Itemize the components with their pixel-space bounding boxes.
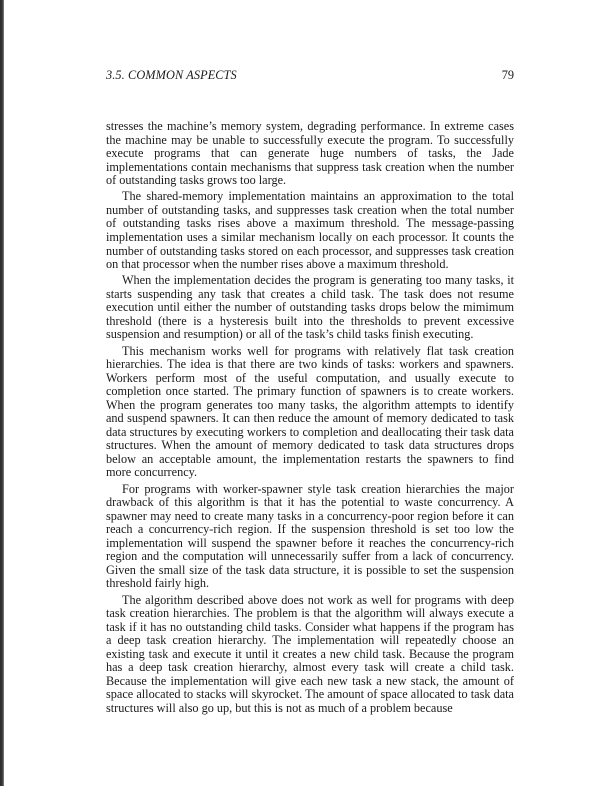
paragraph-4: This mechanism works well for programs with relatively flat task creation hierarchies. The idea is that there are two kinds of tasks: workers and spawners. Workers perform most of the useful computation, and usually execute to completion once started. The primary function of spawners is to create workers. When the program generates too many tasks, the algorithm attempts to identify and suspend spawners. It can then reduce the amount of memory dedicated to task data structures by executing workers to completion and deallocating their task data structures. When the amount of memory dedicated to task data structures drops below an acceptable amount, the implementation restarts the spawners to find more concurrency. — [106, 343, 514, 480]
running-header — [106, 67, 514, 83]
paragraph-1: stresses the machine’s memory system, degrading performance. In extreme cases the machine may be unable to successfully execute the program. To successfully execute programs that can generate huge numbers of tasks, the Jade implementations contain mechanisms that suppress task creation when the number of outstanding tasks grows too large. — [106, 119, 514, 188]
section-title: 3.5. COMMON ASPECTS — [106, 68, 237, 82]
paragraph-3: When the implementation decides the program is generating too many tasks, it starts suspending any task that creates a child task. The task does not resume execution until either the number of outstanding tasks drops below the mimimum threshold (there is a hysteresis built into the thresholds to prevent excessive suspension and resumption) or all of the task’s child tasks finish executing. — [106, 273, 514, 342]
paragraph-5: For programs with worker-spawner style task creation hierarchies the major drawback of this algorithm is that it has the potential to waste concurrency. A spawner may need to create many tasks in a concurrency-poor region before it can reach a concurrency-rich region. If the suspension threshold is set too low the implementation will suspend the spawner before it reaches the concurrency-rich region and the computation will unnecessarily suffer from a lack of concurrency. Given the small size of the task data structure, it is possible to set the suspension threshold fairly high. — [106, 481, 514, 591]
page-number: 79 — [501, 68, 514, 82]
body-text — [106, 120, 514, 718]
paragraph-6: The algorithm described above does not work as well for programs with deep task creation hierarchies. The problem is that the algorithm will always execute a task if it has no outstanding child tasks. Consider what happens if the program has a deep task creation hierarchy. The implementation will repeatedly choose an existing task and execute it until it creates a new child task. Because the program has a deep task creation hierarchy, almost every task will create a child task. Because the implementation will give each new task a new stack, the amount of space allocated to stacks will skyrocket. The amount of space allocated to task data structures will also go up, but this is not as much of a problem because — [106, 592, 514, 715]
scan-edge-shadow — [0, 0, 4, 786]
paragraph-2: The shared-memory implementation maintains an approximation to the total number of outstanding tasks, and suppresses task creation when the total number of outstanding tasks rises above a maximum threshold. The message-passing implementation uses a similar mechanism locally on each processor. It counts the number of outstanding tasks stored on each processor, and suppresses task creation on that processor when the number rises above a maximum threshold. — [106, 189, 514, 272]
